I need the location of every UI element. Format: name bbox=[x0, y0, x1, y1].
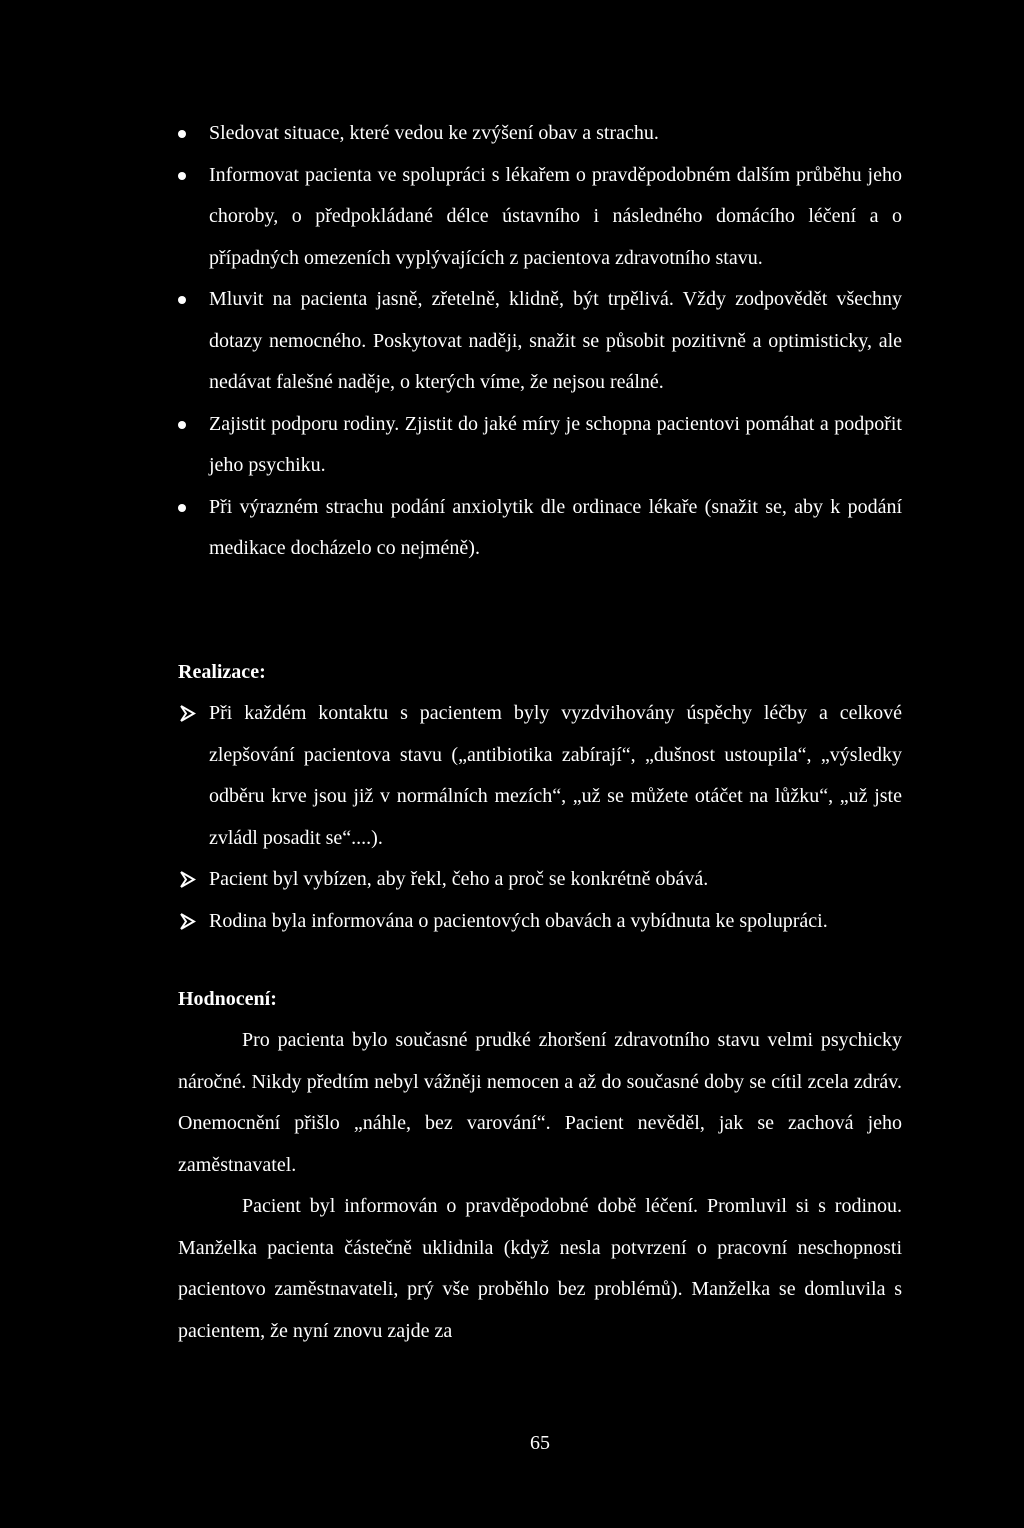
arrow-item-text: Rodina byla informována o pacientových obavách a vybídnuta ke spolupráci. bbox=[209, 909, 828, 932]
arrow-item-text: Při každém kontaktu s pacientem byly vyzdvihovány úspěchy léčby a celkové zlepšování pacientova stavu („antibiotika zabírají“, „dušnost ustoupila“, „výsledky odběru krve jsou již v normálních mezích“, „už se můžete otáčet na lůžku“, „už jste zvládl posadit se“....). bbox=[209, 702, 902, 849]
list-item bbox=[178, 404, 902, 487]
bullet-text: Informovat pacienta ve spolupráci s lékařem o pravděpodobném dalším průběhu jeho choroby, o předpokládané délce ústavního i následného domácího léčení a o případných omezeních vyplývajících z pacientova zdravotního stavu. bbox=[209, 163, 902, 269]
paragraph: Pro pacienta bylo současné prudké zhoršení zdravotního stavu velmi psychicky náročné. Nikdy předtím nebyl vážněji nemocen a až do současné doby se cítil zcela zdráv. Onemocnění přišlo „náhle, bez varování“. Pacient nevěděl, jak se zachová jeho zaměstnavatel. bbox=[178, 1029, 902, 1176]
page-number: 65 bbox=[530, 1432, 550, 1454]
bullet-text: Mluvit na pacienta jasně, zřetelně, klidně, být trpělivá. Vždy zodpovědět všechny dotazy nemocného. Poskytovat naději, snažit se působit pozitivně a optimisticky, ale nedávat falešné naděje, o kterých víme, že nejsou reálné. bbox=[209, 288, 902, 393]
bullet-dot-icon bbox=[178, 421, 186, 429]
list-item bbox=[178, 487, 902, 570]
hodnoceni-heading: Hodnocení: bbox=[178, 988, 277, 1010]
arrow-item-text: Pacient byl vybízen, aby řekl, čeho a proč se konkrétně obává. bbox=[209, 868, 709, 890]
hodnoceni-body bbox=[178, 1020, 902, 1352]
realizace-heading: Realizace: bbox=[178, 661, 266, 683]
arrowhead-icon bbox=[178, 901, 198, 942]
list-item bbox=[178, 279, 902, 404]
list-item bbox=[178, 901, 902, 943]
list-item bbox=[178, 693, 902, 859]
bullet-text: Při výrazném strachu podání anxiolytik dle ordinace lékaře (snažit se, aby k podání medikace docházelo co nejméně). bbox=[209, 495, 902, 559]
bullet-dot-icon bbox=[178, 172, 186, 180]
paragraph: Pacient byl informován o pravděpodobné době léčení. Promluvil si s rodinou. Manželka pacienta částečně uklidnila (když nesla potvrzení o pracovní neschopnosti pacientovo zaměstnavateli, prý vše proběhlo bez problémů). Manželka se domluvila s pacientem, že nyní znovu zajde za bbox=[178, 1195, 902, 1342]
bullet-list bbox=[178, 113, 902, 570]
bullet-dot-icon bbox=[178, 296, 186, 304]
bullet-dot-icon bbox=[178, 130, 186, 138]
list-item bbox=[178, 155, 902, 280]
bullet-text: Zajistit podporu rodiny. Zjistit do jaké míry je schopna pacientovi pomáhat a podpořit jeho psychiku. bbox=[209, 412, 902, 476]
arrow-list bbox=[178, 693, 902, 942]
list-item bbox=[178, 859, 902, 901]
bullet-text: Sledovat situace, které vedou ke zvýšení obav a strachu. bbox=[209, 122, 659, 144]
bullet-dot-icon bbox=[178, 504, 186, 512]
arrowhead-icon bbox=[178, 693, 198, 734]
list-item bbox=[178, 113, 902, 155]
arrowhead-icon bbox=[178, 859, 198, 900]
